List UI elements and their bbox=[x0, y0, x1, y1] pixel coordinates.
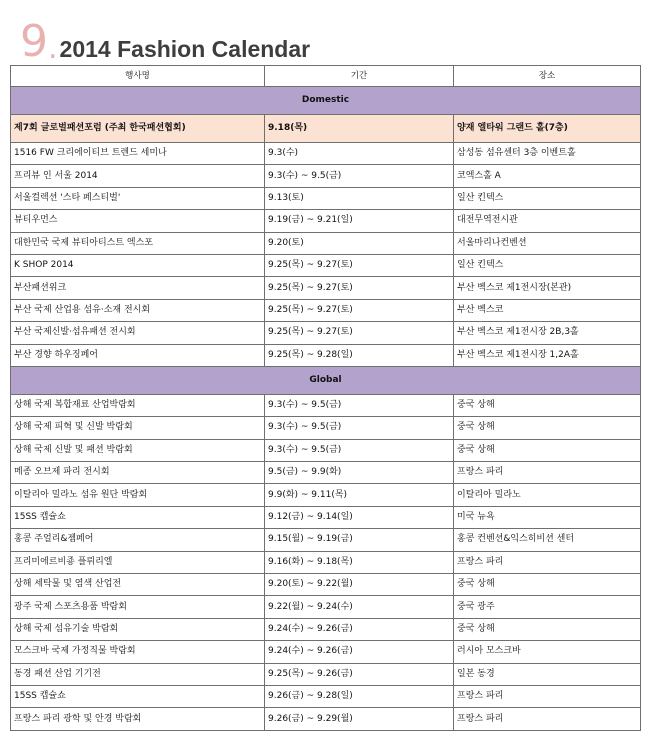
venue-cell: 러시아 모스크바 bbox=[454, 641, 641, 663]
table-row bbox=[11, 344, 641, 366]
event-cell: 부산 국제신발·섬유패션 전시회 bbox=[11, 322, 265, 344]
table-row bbox=[11, 439, 641, 461]
event-cell: 이탈리아 밀라노 섬유 원단 박람회 bbox=[11, 484, 265, 506]
event-cell: 상해 국제 신발 및 패션 박람회 bbox=[11, 439, 265, 461]
event-cell: 제7회 글로벌패션포럼 (주최 한국패션협회) bbox=[11, 115, 265, 143]
venue-cell: 부산 벡스코 제1전시장 2B,3홀 bbox=[454, 322, 641, 344]
table-row bbox=[11, 210, 641, 232]
event-cell: 서울컬렉션 '스타 페스티벌' bbox=[11, 187, 265, 209]
table-row bbox=[11, 232, 641, 254]
table-row bbox=[11, 277, 641, 299]
period-cell: 9.25(목) ~ 9.27(토) bbox=[265, 254, 454, 276]
event-cell: 15SS 캡슐쇼 bbox=[11, 506, 265, 528]
period-cell: 9.24(수) ~ 9.26(금) bbox=[265, 618, 454, 640]
event-cell: 프랑스 파리 광학 및 안경 박람회 bbox=[11, 708, 265, 730]
table-row bbox=[11, 641, 641, 663]
period-cell: 9.3(수) ~ 9.5(금) bbox=[265, 439, 454, 461]
period-cell: 9.24(수) ~ 9.26(금) bbox=[265, 641, 454, 663]
event-cell: 메종 오브제 파리 전시회 bbox=[11, 462, 265, 484]
section-row-global bbox=[11, 366, 641, 394]
period-cell: 9.25(목) ~ 9.27(토) bbox=[265, 322, 454, 344]
table-row bbox=[11, 663, 641, 685]
event-cell: 모스크바 국제 가정직물 박람회 bbox=[11, 641, 265, 663]
event-cell: 부산 국제 산업용 섬유·소재 전시회 bbox=[11, 299, 265, 321]
table-header-row bbox=[11, 66, 641, 87]
venue-cell: 중국 상해 bbox=[454, 394, 641, 416]
event-cell: 상해 국제 섬유기술 박람회 bbox=[11, 618, 265, 640]
section-number-dot: . bbox=[48, 31, 58, 66]
table-row bbox=[11, 529, 641, 551]
table-row bbox=[11, 417, 641, 439]
period-cell: 9.16(화) ~ 9.18(목) bbox=[265, 551, 454, 573]
period-cell: 9.3(수) ~ 9.5(금) bbox=[265, 417, 454, 439]
event-cell: K SHOP 2014 bbox=[11, 254, 265, 276]
venue-cell: 프랑스 파리 bbox=[454, 462, 641, 484]
venue-cell: 부산 벡스코 bbox=[454, 299, 641, 321]
venue-cell: 프랑스 파리 bbox=[454, 708, 641, 730]
fashion-calendar-table bbox=[10, 65, 641, 731]
event-cell: 부산패션위크 bbox=[11, 277, 265, 299]
venue-cell: 미국 뉴욕 bbox=[454, 506, 641, 528]
event-cell: 부산 경향 하우징페어 bbox=[11, 344, 265, 366]
calendar-title: 2014 Fashion Calendar bbox=[59, 36, 311, 62]
table-row bbox=[11, 596, 641, 618]
table-row bbox=[11, 322, 641, 344]
event-cell: 1516 FW 크리에이티브 트렌드 세미나 bbox=[11, 143, 265, 165]
venue-cell: 양재 엘타워 그랜드 홀(7층) bbox=[454, 115, 641, 143]
venue-cell: 대전무역전시관 bbox=[454, 210, 641, 232]
table-row bbox=[11, 462, 641, 484]
venue-cell: 일산 킨텍스 bbox=[454, 187, 641, 209]
event-cell: 대한민국 국제 뷰티아티스트 엑스포 bbox=[11, 232, 265, 254]
period-cell: 9.15(월) ~ 9.19(금) bbox=[265, 529, 454, 551]
table-row bbox=[11, 115, 641, 143]
table-row bbox=[11, 143, 641, 165]
table-row bbox=[11, 254, 641, 276]
venue-cell: 중국 상해 bbox=[454, 439, 641, 461]
section-row-domestic bbox=[11, 87, 641, 115]
table-row bbox=[11, 685, 641, 707]
header-period: 기간 bbox=[265, 66, 454, 87]
venue-cell: 중국 상해 bbox=[454, 618, 641, 640]
period-cell: 9.25(목) ~ 9.26(금) bbox=[265, 663, 454, 685]
period-cell: 9.12(금) ~ 9.14(일) bbox=[265, 506, 454, 528]
table-row bbox=[11, 574, 641, 596]
page-title bbox=[20, 14, 311, 67]
event-cell: 15SS 캡슐쇼 bbox=[11, 685, 265, 707]
period-cell: 9.5(금) ~ 9.9(화) bbox=[265, 462, 454, 484]
event-cell: 뷰티우먼스 bbox=[11, 210, 265, 232]
event-cell: 상해 국제 복합재료 산업박람회 bbox=[11, 394, 265, 416]
venue-cell: 삼성동 섬유센터 3층 이벤트홀 bbox=[454, 143, 641, 165]
period-cell: 9.20(토) ~ 9.22(월) bbox=[265, 574, 454, 596]
period-cell: 9.3(수) bbox=[265, 143, 454, 165]
period-cell: 9.26(금) ~ 9.28(일) bbox=[265, 685, 454, 707]
period-cell: 9.13(토) bbox=[265, 187, 454, 209]
venue-cell: 일산 킨텍스 bbox=[454, 254, 641, 276]
table-row bbox=[11, 394, 641, 416]
venue-cell: 부산 벡스코 제1전시장 1,2A홀 bbox=[454, 344, 641, 366]
venue-cell: 중국 상해 bbox=[454, 574, 641, 596]
event-cell: 프리미에르비죵 플뤼리엘 bbox=[11, 551, 265, 573]
venue-cell: 서울마리나컨벤션 bbox=[454, 232, 641, 254]
table-row bbox=[11, 618, 641, 640]
table-row bbox=[11, 551, 641, 573]
table-row bbox=[11, 187, 641, 209]
period-cell: 9.25(목) ~ 9.27(토) bbox=[265, 277, 454, 299]
period-cell: 9.22(월) ~ 9.24(수) bbox=[265, 596, 454, 618]
event-cell: 상해 국제 피혁 및 신발 박람회 bbox=[11, 417, 265, 439]
venue-cell: 중국 상해 bbox=[454, 417, 641, 439]
header-venue: 장소 bbox=[454, 66, 641, 87]
venue-cell: 프랑스 파리 bbox=[454, 685, 641, 707]
venue-cell: 이탈리아 밀라노 bbox=[454, 484, 641, 506]
period-cell: 9.3(수) ~ 9.5(금) bbox=[265, 394, 454, 416]
venue-cell: 일본 동경 bbox=[454, 663, 641, 685]
table-row bbox=[11, 299, 641, 321]
period-cell: 9.19(금) ~ 9.21(일) bbox=[265, 210, 454, 232]
table-row bbox=[11, 165, 641, 187]
event-cell: 동경 패션 산업 기기전 bbox=[11, 663, 265, 685]
period-cell: 9.3(수) ~ 9.5(금) bbox=[265, 165, 454, 187]
period-cell: 9.25(목) ~ 9.28(일) bbox=[265, 344, 454, 366]
event-cell: 상해 세탁물 및 염색 산업전 bbox=[11, 574, 265, 596]
venue-cell: 부산 벡스코 제1전시장(본관) bbox=[454, 277, 641, 299]
event-cell: 광주 국제 스포츠용품 박람회 bbox=[11, 596, 265, 618]
table-row bbox=[11, 484, 641, 506]
section-number: 9 bbox=[20, 16, 48, 67]
section-label-domestic: Domestic bbox=[11, 87, 641, 115]
venue-cell: 중국 광주 bbox=[454, 596, 641, 618]
event-cell: 홍콩 주얼리&젬페어 bbox=[11, 529, 265, 551]
period-cell: 9.9(화) ~ 9.11(목) bbox=[265, 484, 454, 506]
header-event: 행사명 bbox=[11, 66, 265, 87]
venue-cell: 홍콩 컨벤션&익스히비션 센터 bbox=[454, 529, 641, 551]
venue-cell: 코엑스홀 A bbox=[454, 165, 641, 187]
section-label-global: Global bbox=[11, 366, 641, 394]
period-cell: 9.26(금) ~ 9.29(월) bbox=[265, 708, 454, 730]
period-cell: 9.20(토) bbox=[265, 232, 454, 254]
venue-cell: 프랑스 파리 bbox=[454, 551, 641, 573]
event-cell: 프리뷰 인 서울 2014 bbox=[11, 165, 265, 187]
table-row bbox=[11, 506, 641, 528]
period-cell: 9.18(목) bbox=[265, 115, 454, 143]
table-row bbox=[11, 708, 641, 730]
period-cell: 9.25(목) ~ 9.27(토) bbox=[265, 299, 454, 321]
